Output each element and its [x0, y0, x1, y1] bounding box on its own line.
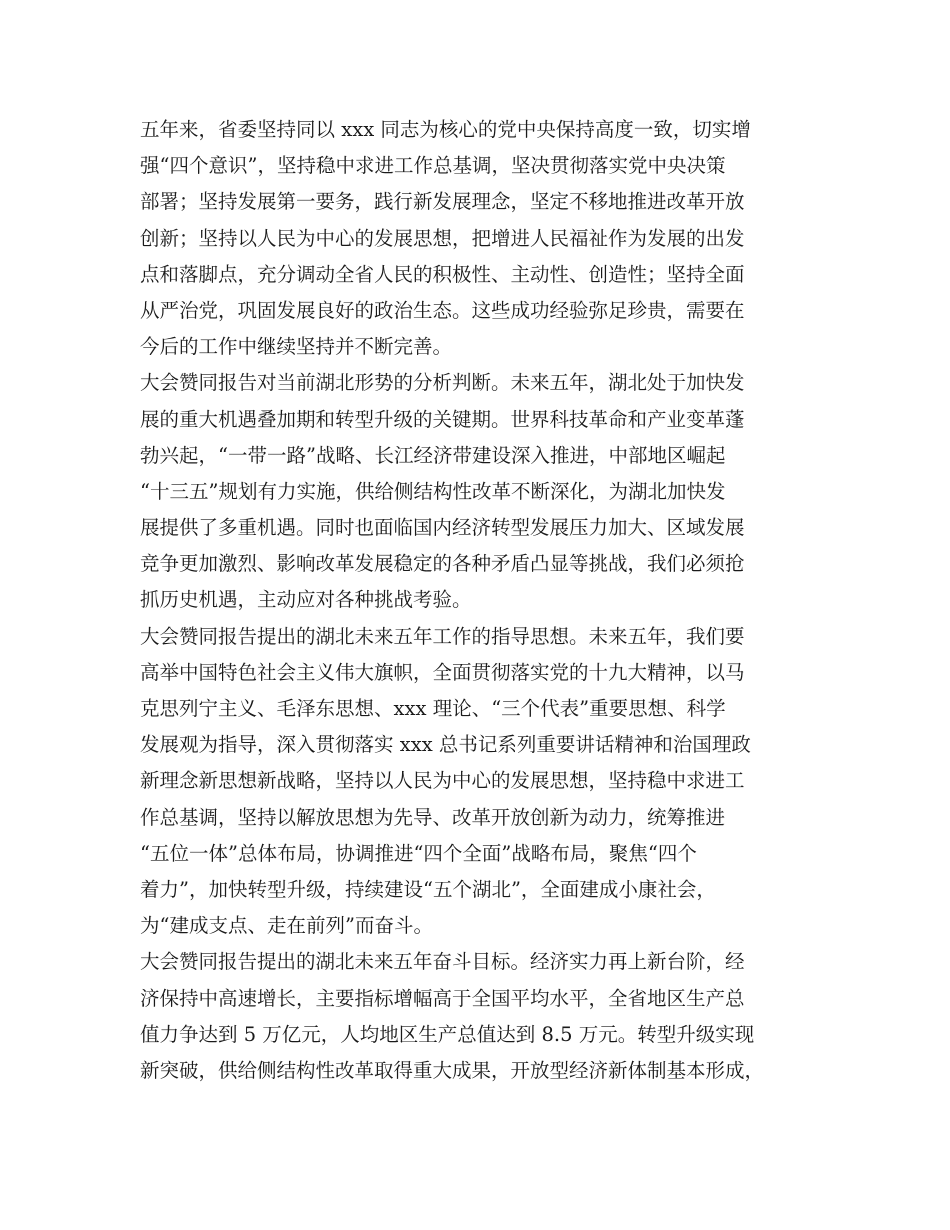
text-line: 济保持中高速增长，主要指标增幅高于全国平均水平，全省地区生产总 — [140, 986, 745, 1010]
document-body — [140, 112, 840, 1089]
text-line: 大会赞同报告对当前湖北形势的分析判断。未来五年，湖北处于加快发 — [140, 371, 745, 395]
text-line: 展的重大机遇叠加期和转型升级的关键期。世界科技革命和产业变革蓬 — [140, 407, 745, 431]
paragraph-1 — [140, 112, 840, 365]
text-line: 从严治党，巩固发展良好的政治生态。这些成功经验弥足珍贵，需要在 — [140, 298, 745, 322]
text-line: 新理念新思想新战略，坚持以人民为中心的发展思想，坚持稳中求进工 — [140, 769, 745, 793]
paragraph-4 — [140, 944, 840, 1089]
paragraph-3 — [140, 619, 840, 945]
text-line: 创新；坚持以人民为中心的发展思想，把增进人民福祉作为发展的出发 — [140, 226, 745, 250]
text-line: 作总基调，坚持以解放思想为先导、改革开放创新为动力，统筹推进 — [140, 805, 726, 829]
text-line: 部署；坚持发展第一要务，践行新发展理念，坚定不移地推进改革开放 — [140, 190, 745, 214]
text-line: 克思列宁主义、毛泽东思想、xxx 理论、“三个代表”重要思想、科学 — [140, 697, 726, 720]
text-line: 大会赞同报告提出的湖北未来五年奋斗目标。经济实力再上新台阶，经 — [140, 950, 745, 974]
text-line: 竞争更加激烈、影响改革发展稳定的各种矛盾凸显等挑战，我们必须抢 — [140, 552, 745, 576]
text-line: 高举中国特色社会主义伟大旗帜，全面贯彻落实党的十九大精神，以马 — [140, 660, 745, 684]
text-line: 大会赞同报告提出的湖北未来五年工作的指导思想。未来五年，我们要 — [140, 624, 745, 648]
text-line: 勃兴起，“一带一路”战略、长江经济带建设深入推进，中部地区崛起 — [140, 443, 726, 467]
text-line: 五年来，省委坚持同以 xxx 同志为核心的党中央保持高度一致，切实增 — [140, 118, 751, 141]
text-line: 展提供了多重机遇。同时也面临国内经济转型发展压力加大、区域发展 — [140, 516, 745, 540]
text-line: 新突破，供给侧结构性改革取得重大成果，开放型经济新体制基本形成， — [140, 1058, 765, 1082]
text-line: “十三五”规划有力实施，供给侧结构性改革不断深化，为湖北加快发 — [140, 479, 726, 503]
text-line: 为“建成支点、走在前列”而奋斗。 — [140, 914, 433, 938]
text-line: 值力争达到 5 万亿元，人均地区生产总值达到 8.5 万元。转型升级实现 — [140, 1022, 755, 1046]
text-line: 强“四个意识”，坚持稳中求进工作总基调，坚决贯彻落实党中央决策 — [140, 154, 726, 178]
text-line: “五位一体”总体布局，协调推进“四个全面”战略布局，聚焦“四个 — [140, 841, 697, 865]
text-line: 今后的工作中继续坚持并不断完善。 — [140, 335, 453, 359]
text-line: 发展观为指导，深入贯彻落实 xxx 总书记系列重要讲话精神和治国理政 — [140, 733, 751, 757]
text-line: 着力”，加快转型升级，持续建设“五个湖北”，全面建成小康社会， — [140, 877, 716, 901]
text-line: 点和落脚点，充分调动全省人民的积极性、主动性、创造性；坚持全面 — [140, 262, 745, 286]
paragraph-2 — [140, 365, 840, 618]
text-line: 抓历史机遇，主动应对各种挑战考验。 — [140, 588, 472, 612]
